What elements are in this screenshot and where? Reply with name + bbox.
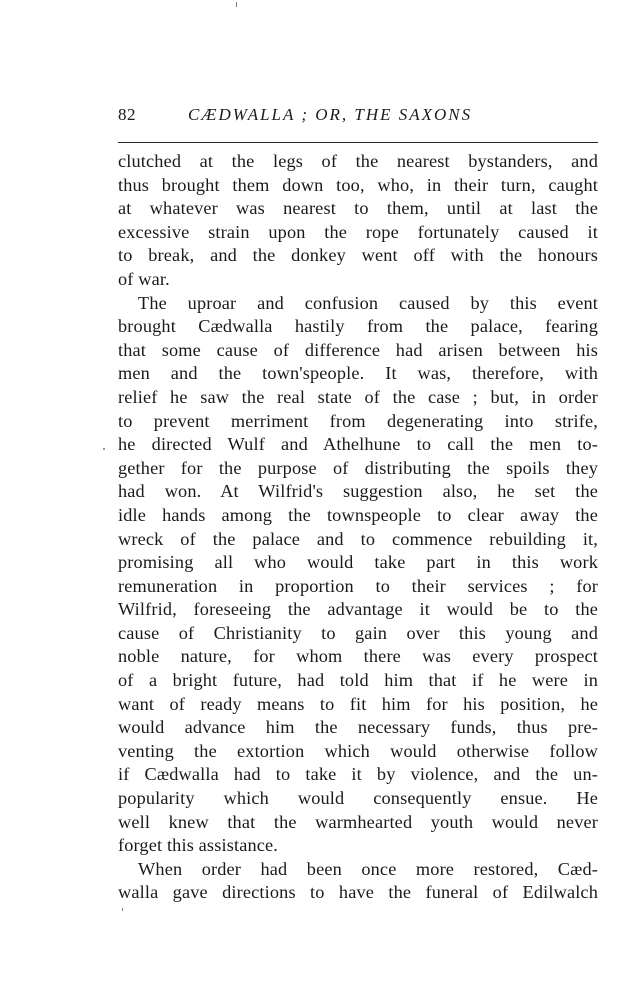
text-line: promising all who would take part in this work [118, 552, 598, 573]
text-line: cause of Christianity to gain over this young and [118, 622, 598, 643]
text-line: venting the extortion which would otherwise follow [118, 740, 598, 761]
header-rule [118, 142, 598, 143]
text-line: remuneration in proportion to their services ; for [118, 575, 598, 596]
text-line: thus brought them down too, who, in their turn, caught [118, 174, 598, 195]
text-line: idle hands among the townspeople to clear away the [118, 504, 598, 525]
text-line: gether for the purpose of distributing the spoils they [118, 457, 598, 478]
text-line: of a bright future, had told him that if he were in [118, 670, 598, 691]
text-line: would advance him the necessary funds, thus pre- [118, 717, 598, 738]
page-speck [122, 908, 123, 911]
page-speck [236, 2, 237, 7]
text-line: clutched at the legs of the nearest bystanders, and [118, 151, 598, 171]
text-line: popularity which would consequently ensue. He [118, 788, 598, 809]
text-line: at whatever was nearest to them, until at last the [118, 198, 598, 219]
text-line: walla gave directions to have the funeral of Edilwalch [118, 882, 598, 903]
text-line: wreck of the palace and to commence rebuilding it, [118, 528, 598, 549]
text-line: want of ready means to fit him for his position, he [118, 693, 598, 714]
text-line: The uproar and confusion caused by this event [138, 292, 598, 313]
text-line: Wilfrid, foreseeing the advantage it would be to the [118, 599, 598, 620]
text-line: to prevent merriment from degenerating into strife, [118, 410, 598, 431]
page-speck [103, 448, 105, 450]
text-line: men and the town'speople. It was, therefore, with [118, 363, 598, 384]
body-text [118, 150, 598, 905]
text-line: excessive strain upon the rope fortunately caused it [118, 221, 598, 242]
page-header [118, 103, 600, 131]
text-line: if Cædwalla had to take it by violence, and the un- [118, 764, 598, 785]
text-line: brought Cædwalla hastily from the palace, fearing [118, 316, 598, 337]
text-line: When order had been once more restored, Cæd- [138, 858, 598, 879]
page-number: 82 [118, 105, 136, 124]
text-line: noble nature, for whom there was every prospect [118, 646, 598, 667]
text-line: of war. [118, 268, 170, 289]
text-line: well knew that the warmhearted youth would never [118, 811, 598, 832]
text-line: to break, and the donkey went off with the honours [118, 245, 598, 266]
text-line: relief he saw the real state of the case ; but, in order [118, 386, 598, 407]
text-line: he directed Wulf and Athelhune to call the men to- [118, 434, 598, 455]
text-line: forget this assistance. [118, 835, 278, 856]
running-title: CÆDWALLA ; OR, THE SAXONS [188, 105, 473, 124]
text-line: that some cause of difference had arisen between his [118, 339, 598, 360]
text-line: had won. At Wilfrid's suggestion also, he set the [118, 481, 598, 502]
